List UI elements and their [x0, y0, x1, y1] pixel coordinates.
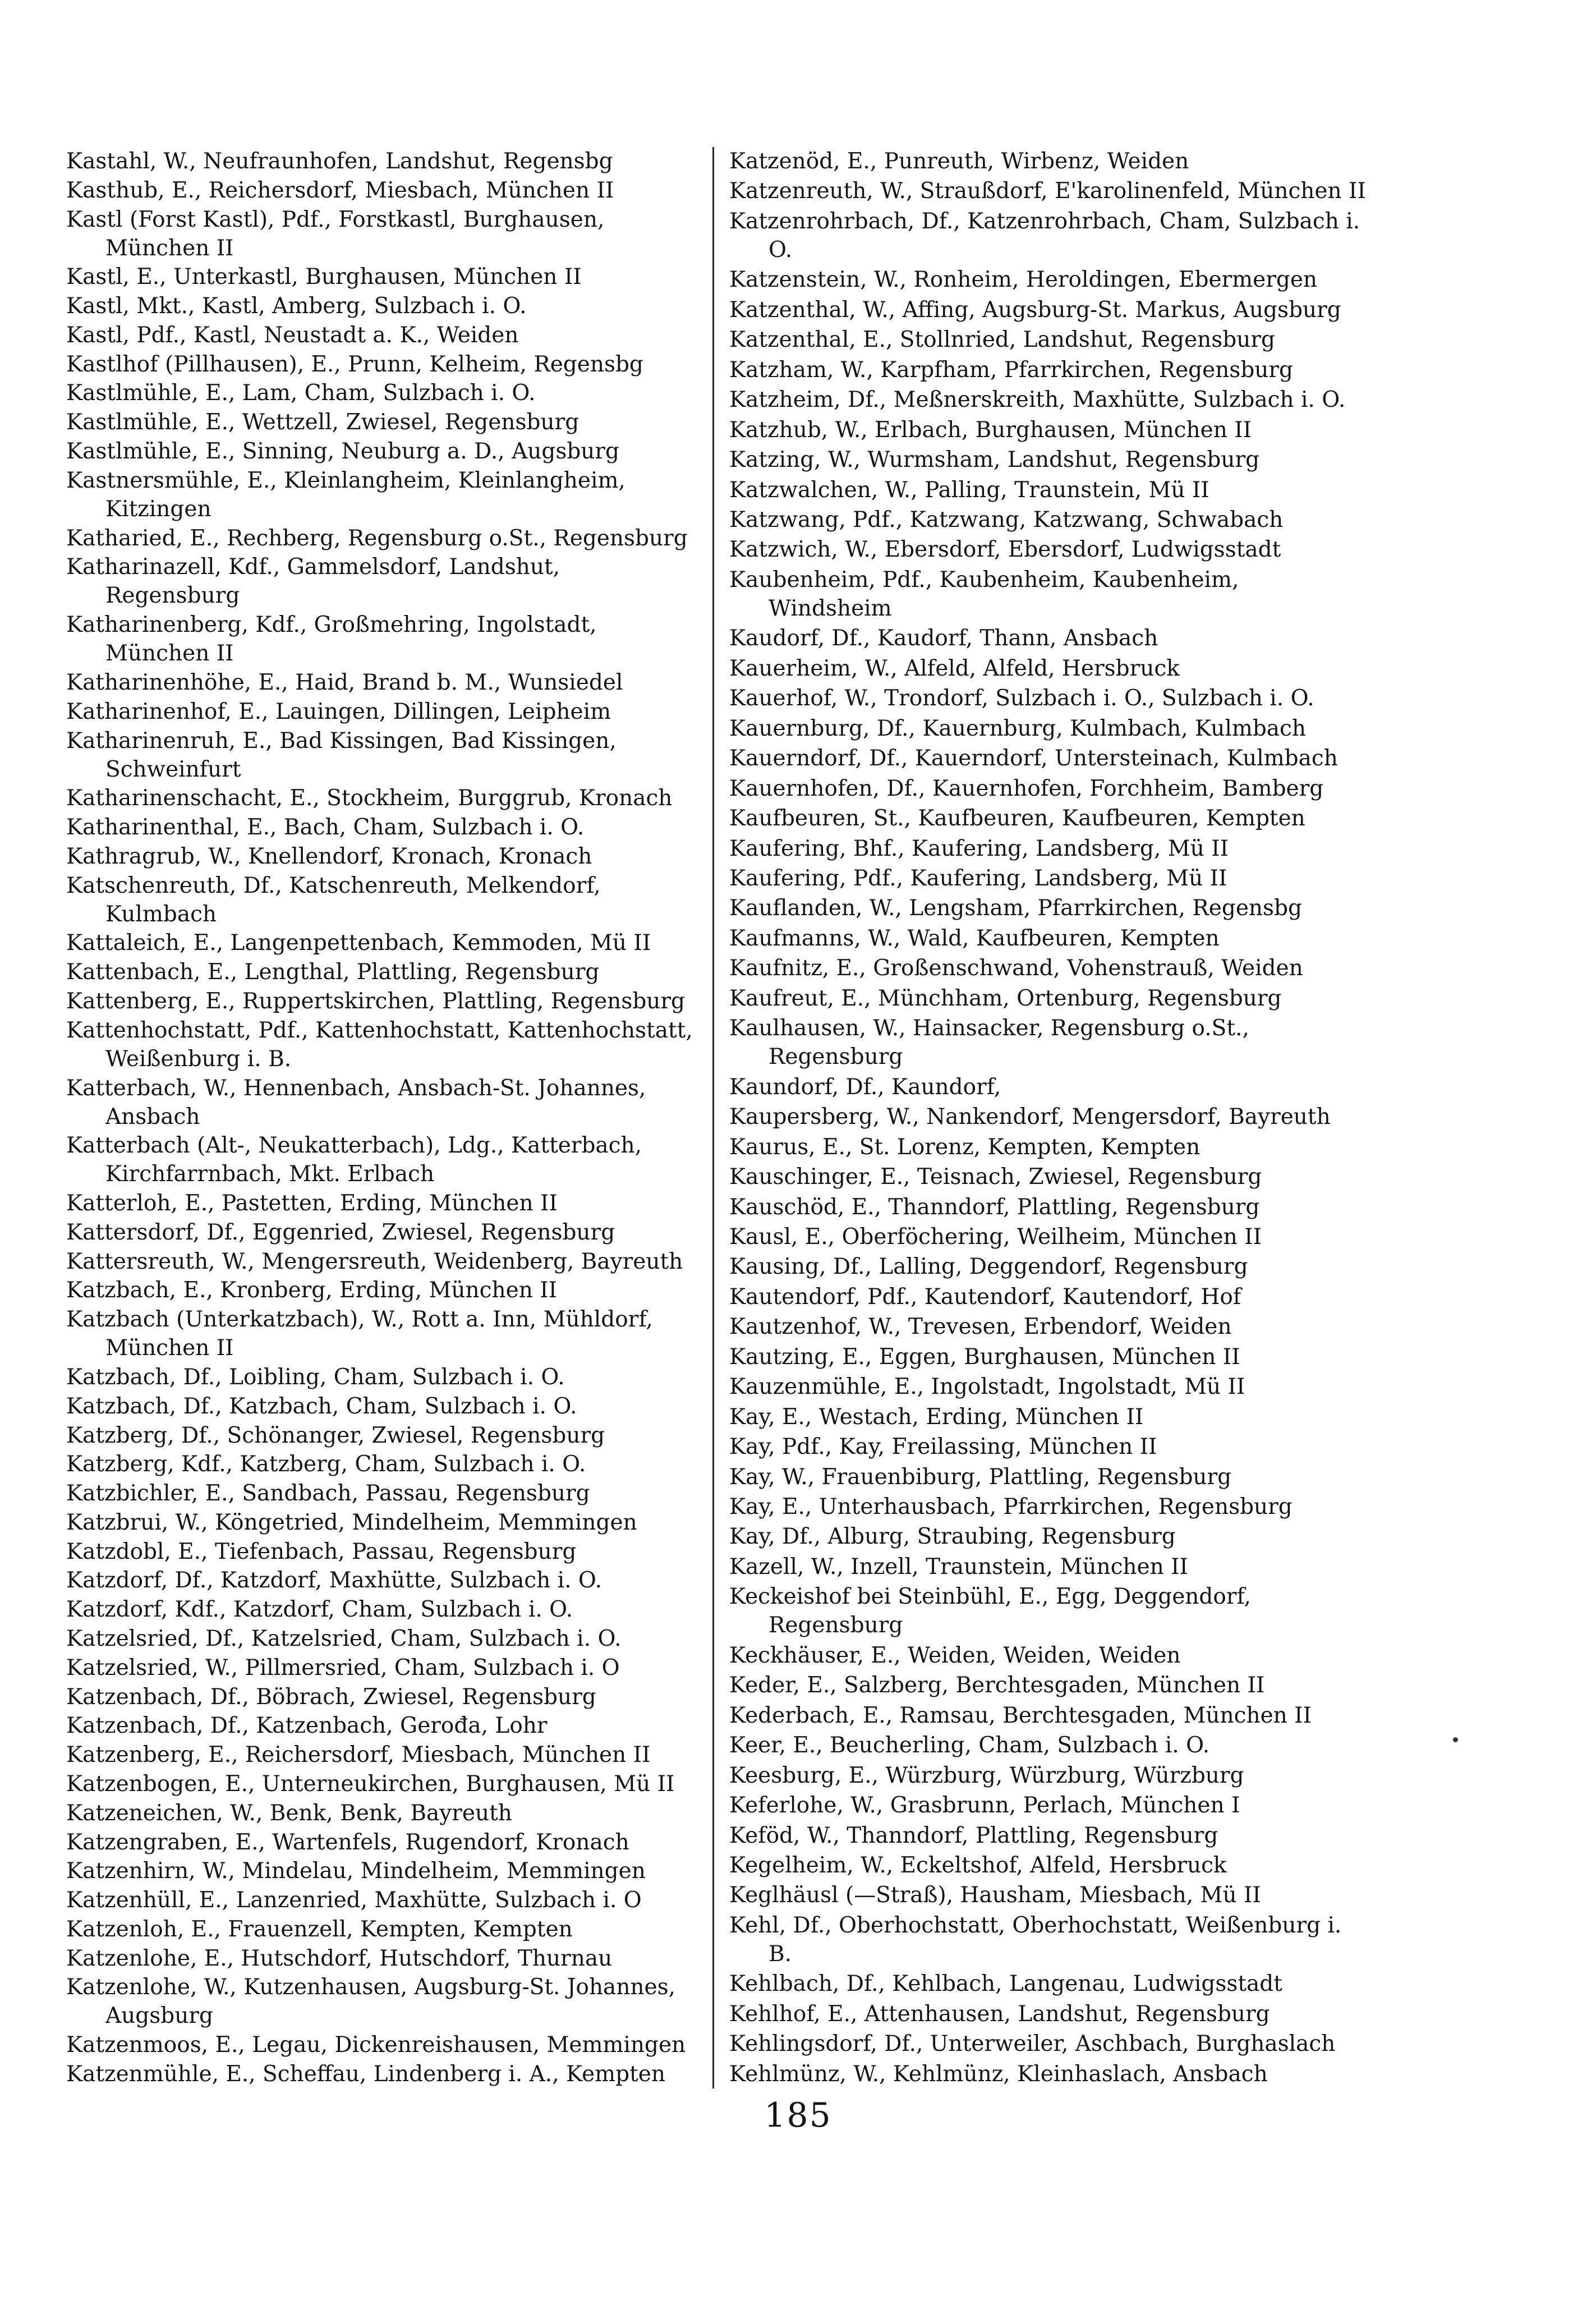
gazetteer-entry: Kaupersberg, W., Nankendorf, Mengersdorf, Bayreuth	[729, 1104, 1331, 1130]
gazetteer-entry: Katzbach, Df., Loibling, Cham, Sulzbach i. O.	[66, 1365, 565, 1390]
gazetteer-entry: Katschenreuth, Df., Katschenreuth, Melkendorf, Kulmbach	[66, 873, 601, 927]
gazetteer-entry: Kaufbeuren, St., Kaufbeuren, Kaufbeuren, Kempten	[729, 806, 1305, 832]
gazetteer-entry: Kastl, Pdf., Kastl, Neustadt a. K., Weiden	[66, 322, 519, 348]
gazetteer-entry: Katzenbogen, E., Unterneukirchen, Burghausen, Mü II	[66, 1771, 675, 1797]
gazetteer-entry: Katzenhirn, W., Mindelau, Mindelheim, Memmingen	[66, 1858, 646, 1884]
gazetteer-entry: Kehlhof, E., Attenhausen, Landshut, Regensburg	[729, 2001, 1270, 2027]
gazetteer-entry: Kehlbach, Df., Kehlbach, Langenau, Ludwigsstadt	[729, 1971, 1282, 1997]
gazetteer-entry: Katzhub, W., Erlbach, Burghausen, München II	[729, 417, 1252, 443]
gazetteer-entry: Kastlmühle, E., Lam, Cham, Sulzbach i. O.	[66, 380, 536, 406]
gazetteer-entry: Katzengraben, E., Wartenfels, Rugendorf, Kronach	[66, 1829, 629, 1855]
gazetteer-entry: Katzberg, Df., Schönanger, Zwiesel, Regensburg	[66, 1422, 605, 1448]
gazetteer-entry: Katzdorf, Kdf., Katzdorf, Cham, Sulzbach i. O.	[66, 1597, 573, 1623]
gazetteer-entry: Katzing, W., Wurmsham, Landshut, Regensburg	[729, 447, 1260, 473]
gazetteer-entry: Kausl, E., Oberföchering, Weilheim, München II	[729, 1224, 1262, 1250]
gazetteer-entry: Keckeishof bei Steinbühl, E., Egg, Deggendorf, Regensburg	[729, 1584, 1251, 1638]
gazetteer-entry: Kegelheim, W., Eckeltshof, Alfeld, Hersbruck	[729, 1853, 1227, 1879]
gazetteer-entry: Kattersreuth, W., Mengersreuth, Weidenberg, Bayreuth	[66, 1248, 683, 1274]
gazetteer-entry: Katzenstein, W., Ronheim, Heroldingen, Ebermergen	[729, 267, 1318, 293]
ink-speck	[1453, 1737, 1458, 1742]
gazetteer-entry: Katzeneichen, W., Benk, Benk, Bayreuth	[66, 1800, 512, 1826]
gazetteer-entry: Keglhäusl (—Straß), Hausham, Miesbach, Mü II	[729, 1883, 1261, 1908]
gazetteer-entry: Katzwalchen, W., Palling, Traunstein, Mü II	[729, 477, 1209, 503]
gazetteer-entry: Keckhäuser, E., Weiden, Weiden, Weiden	[729, 1642, 1181, 1668]
gazetteer-entry: Katzham, W., Karpfham, Pfarrkirchen, Regensburg	[729, 357, 1294, 383]
gazetteer-entry: Kattenberg, E., Ruppertskirchen, Plattling, Regensburg	[66, 988, 686, 1014]
gazetteer-entry: Kathragrub, W., Knellendorf, Kronach, Kronach	[66, 843, 592, 869]
gazetteer-entry: Katzbach, Df., Katzbach, Cham, Sulzbach i. O.	[66, 1393, 577, 1419]
gazetteer-entry: Kederbach, E., Ramsau, Berchtesgaden, München II	[729, 1702, 1312, 1728]
gazetteer-entry: Katterloh, E., Pastetten, Erding, München II	[66, 1191, 558, 1216]
gazetteer-entry: Kastlmühle, E., Sinning, Neuburg a. D., Augsburg	[66, 439, 620, 465]
gazetteer-entry: Kattenhochstatt, Pdf., Kattenhochstatt, Kattenhochstatt, Weißenburg i. B.	[66, 1017, 693, 1072]
gazetteer-entry: Kausing, Df., Lalling, Deggendorf, Regensburg	[729, 1254, 1248, 1280]
gazetteer-entry: Kaufmanns, W., Wald, Kaufbeuren, Kempten	[729, 925, 1220, 951]
gazetteer-entry: Kauflanden, W., Lengsham, Pfarrkirchen, Regensbg	[729, 896, 1302, 921]
gazetteer-entry: Kay, E., Westach, Erding, München II	[729, 1404, 1144, 1430]
left-column	[66, 147, 700, 2088]
gazetteer-entry: Katharinenhof, E., Lauingen, Dillingen, Leipheim	[66, 699, 611, 724]
page-number: 185	[764, 2096, 832, 2135]
gazetteer-entry: Kaundorf, Df., Kaundorf,	[729, 1074, 1001, 1100]
gazetteer-entry: Kehl, Df., Oberhochstatt, Oberhochstatt, Weißenburg i. B.	[729, 1912, 1342, 1967]
gazetteer-entry: Katharinenschacht, E., Stockheim, Burggrub, Kronach	[66, 786, 673, 811]
gazetteer-entry: Katzenmühle, E., Scheffau, Lindenberg i. A., Kempten	[66, 2061, 665, 2087]
gazetteer-entry: Kaufering, Pdf., Kaufering, Landsberg, Mü II	[729, 865, 1227, 891]
gazetteer-entry: Kattersdorf, Df., Eggenried, Zwiesel, Regensburg	[66, 1219, 615, 1245]
gazetteer-entry: Kastl, Mkt., Kastl, Amberg, Sulzbach i. O.	[66, 293, 527, 319]
gazetteer-entry: Kauerheim, W., Alfeld, Alfeld, Hersbruck	[729, 655, 1180, 681]
gazetteer-entry: Kay, W., Frauenbiburg, Plattling, Regensburg	[729, 1464, 1232, 1490]
gazetteer-entry: Kastlhof (Pillhausen), E., Prunn, Kelheim, Regensbg	[66, 351, 643, 377]
gazetteer-entry: Katharinenruh, E., Bad Kissingen, Bad Kissingen, Schweinfurt	[66, 728, 617, 782]
gazetteer-entry: Kautzing, E., Eggen, Burghausen, München II	[729, 1344, 1240, 1370]
gazetteer-entry: Katzenthal, W., Affing, Augsburg-St. Markus, Augsburg	[729, 297, 1341, 323]
gazetteer-entry: Kaufreut, E., Münchham, Ortenburg, Regensburg	[729, 985, 1282, 1011]
gazetteer-entry: Katzelsried, W., Pillmersried, Cham, Sulzbach i. O	[66, 1655, 620, 1681]
gazetteer-entry: Kay, Df., Alburg, Straubing, Regensburg	[729, 1524, 1176, 1550]
gazetteer-entry: Kaudorf, Df., Kaudorf, Thann, Ansbach	[729, 626, 1158, 651]
gazetteer-entry: Kauernburg, Df., Kauernburg, Kulmbach, Kulmbach	[729, 715, 1307, 741]
gazetteer-entry: Kay, E., Unterhausbach, Pfarrkirchen, Regensburg	[729, 1494, 1293, 1520]
gazetteer-entry: Katzenmoos, E., Legau, Dickenreishausen, Memmingen	[66, 2032, 686, 2058]
gazetteer-entry: Kastnersmühle, E., Kleinlangheim, Kleinlangheim, Kitzingen	[66, 467, 625, 522]
gazetteer-entry: Keesburg, E., Würzburg, Würzburg, Würzburg	[729, 1762, 1244, 1788]
gazetteer-entry: Katzenthal, E., Stollnried, Landshut, Regensburg	[729, 327, 1275, 353]
gazetteer-entry: Katzbrui, W., Köngetried, Mindelheim, Memmingen	[66, 1509, 637, 1535]
gazetteer-entry: Katharinenthal, E., Bach, Cham, Sulzbach i. O.	[66, 815, 585, 841]
gazetteer-entry: Keferlohe, W., Grasbrunn, Perlach, München I	[729, 1793, 1240, 1819]
gazetteer-entry: Kaufering, Bhf., Kaufering, Landsberg, Mü II	[729, 835, 1229, 861]
gazetteer-entry: Kauschöd, E., Thanndorf, Plattling, Regensburg	[729, 1194, 1260, 1220]
gazetteer-entry: Kattenbach, E., Lengthal, Plattling, Regensburg	[66, 960, 600, 985]
gazetteer-entry: Katterbach, W., Hennenbach, Ansbach-St. Johannes, Ansbach	[66, 1075, 646, 1130]
gazetteer-entry: Kehlingsdorf, Df., Unterweiler, Aschbach, Burghaslach	[729, 2031, 1336, 2057]
gazetteer-entry: Kastl (Forst Kastl), Pdf., Forstkastl, Burghausen, München II	[66, 206, 605, 261]
gazetteer-entry: Katzdobl, E., Tiefenbach, Passau, Regensburg	[66, 1539, 577, 1564]
gazetteer-entry: Kauzenmühle, E., Ingolstadt, Ingolstadt, Mü II	[729, 1374, 1245, 1400]
gazetteer-entry: Kasthub, E., Reichersdorf, Miesbach, München II	[66, 177, 614, 203]
gazetteer-entry: Kauschinger, E., Teisnach, Zwiesel, Regensburg	[729, 1164, 1262, 1190]
gazetteer-entry: Kastlmühle, E., Wettzell, Zwiesel, Regensburg	[66, 410, 579, 435]
gazetteer-entry: Katzheim, Df., Meßnerskreith, Maxhütte, Sulzbach i. O.	[729, 387, 1346, 413]
gazetteer-entry: Keder, E., Salzberg, Berchtesgaden, München II	[729, 1673, 1265, 1698]
gazetteer-entry: Katterbach (Alt-, Neukatterbach), Ldg., Katterbach, Kirchfarrnbach, Mkt. Erlbach	[66, 1133, 642, 1187]
gazetteer-entry: Kay, Pdf., Kay, Freilassing, München II	[729, 1434, 1157, 1460]
gazetteer-entry: Katharinazell, Kdf., Gammelsdorf, Landshut, Regensburg	[66, 554, 560, 609]
gazetteer-entry: Kaurus, E., St. Lorenz, Kempten, Kempten	[729, 1134, 1201, 1160]
right-column	[729, 147, 1369, 2088]
gazetteer-entry: Kautzenhof, W., Trevesen, Erbendorf, Weiden	[729, 1314, 1232, 1340]
gazetteer-entry: Katzenberg, E., Reichersdorf, Miesbach, München II	[66, 1742, 651, 1768]
gazetteer-entry: Katzberg, Kdf., Katzberg, Cham, Sulzbach i. O.	[66, 1452, 586, 1477]
gazetteer-entry: Katzenlohe, E., Hutschdorf, Hutschdorf, Thurnau	[66, 1945, 613, 1971]
gazetteer-entry: Kazell, W., Inzell, Traunstein, München II	[729, 1554, 1188, 1580]
gazetteer-entry: Katzelsried, Df., Katzelsried, Cham, Sulzbach i. O.	[66, 1626, 622, 1652]
gazetteer-entry: Keföd, W., Thanndorf, Plattling, Regensburg	[729, 1822, 1218, 1848]
gazetteer-entry: Katzenrohrbach, Df., Katzenrohrbach, Cham, Sulzbach i. O.	[729, 208, 1360, 263]
gazetteer-entry: Katzenöd, E., Punreuth, Wirbenz, Weiden	[729, 149, 1189, 174]
gazetteer-entry: Kauerhof, W., Trondorf, Sulzbach i. O., Sulzbach i. O.	[729, 686, 1314, 711]
gazetteer-entry: Kaubenheim, Pdf., Kaubenheim, Kaubenheim, Windsheim	[729, 567, 1239, 621]
gazetteer-entry: Katzenbach, Df., Katzenbach, Gerođa, Lohr	[66, 1713, 548, 1739]
gazetteer-entry: Katzdorf, Df., Katzdorf, Maxhütte, Sulzbach i. O.	[66, 1568, 602, 1594]
gazetteer-entry: Katzbichler, E., Sandbach, Passau, Regensburg	[66, 1481, 590, 1507]
column-divider	[712, 147, 714, 2088]
gazetteer-entry: Kauerndorf, Df., Kauerndorf, Untersteinach, Kulmbach	[729, 746, 1338, 772]
gazetteer-entry: Katzbach, E., Kronberg, Erding, München II	[66, 1278, 558, 1303]
gazetteer-entry: Katzenloh, E., Frauenzell, Kempten, Kempten	[66, 1916, 573, 1942]
gazetteer-entry: Kaulhausen, W., Hainsacker, Regensburg o.St., Regensburg	[729, 1016, 1249, 1070]
gazetteer-entry: Kastl, E., Unterkastl, Burghausen, München II	[66, 264, 582, 290]
gazetteer-entry: Katharinenhöhe, E., Haid, Brand b. M., Wunsiedel	[66, 669, 623, 695]
gazetteer-entry: Kauernhofen, Df., Kauernhofen, Forchheim, Bamberg	[729, 775, 1324, 801]
gazetteer-entry: Katzenreuth, W., Straußdorf, E'karolinenfeld, München II	[729, 178, 1366, 204]
gazetteer-entry: Katzenbach, Df., Böbrach, Zwiesel, Regensburg	[66, 1684, 596, 1710]
gazetteer-entry: Kehlmünz, W., Kehlmünz, Kleinhaslach, Ansbach	[729, 2061, 1268, 2087]
gazetteer-entry: Katzbach (Unterkatzbach), W., Rott a. Inn, Mühldorf, München II	[66, 1307, 653, 1361]
gazetteer-entry: Katzenhüll, E., Lanzenried, Maxhütte, Sulzbach i. O	[66, 1888, 642, 1913]
gazetteer-entry: Kastahl, W., Neufraunhofen, Landshut, Regensbg	[66, 149, 613, 174]
gazetteer-entry: Katzwang, Pdf., Katzwang, Katzwang, Schwabach	[729, 507, 1284, 532]
gazetteer-entry: Katzenlohe, W., Kutzenhausen, Augsburg-St. Johannes, Augsburg	[66, 1975, 676, 2029]
gazetteer-entry: Kaufnitz, E., Großenschwand, Vohenstrauß, Weiden	[729, 956, 1303, 981]
gazetteer-entry: Keer, E., Beucherling, Cham, Sulzbach i. O.	[729, 1733, 1210, 1759]
gazetteer-entry: Katharinenberg, Kdf., Großmehring, Ingolstadt, München II	[66, 612, 597, 667]
gazetteer-entry: Katzwich, W., Ebersdorf, Ebersdorf, Ludwigsstadt	[729, 537, 1281, 563]
gazetteer-entry: Kattaleich, E., Langenpettenbach, Kemmoden, Mü II	[66, 930, 651, 956]
gazetteer-entry: Kautendorf, Pdf., Kautendorf, Kautendorf, Hof	[729, 1284, 1241, 1310]
gazetteer-entry: Katharied, E., Rechberg, Regensburg o.St., Regensburg	[66, 525, 688, 551]
